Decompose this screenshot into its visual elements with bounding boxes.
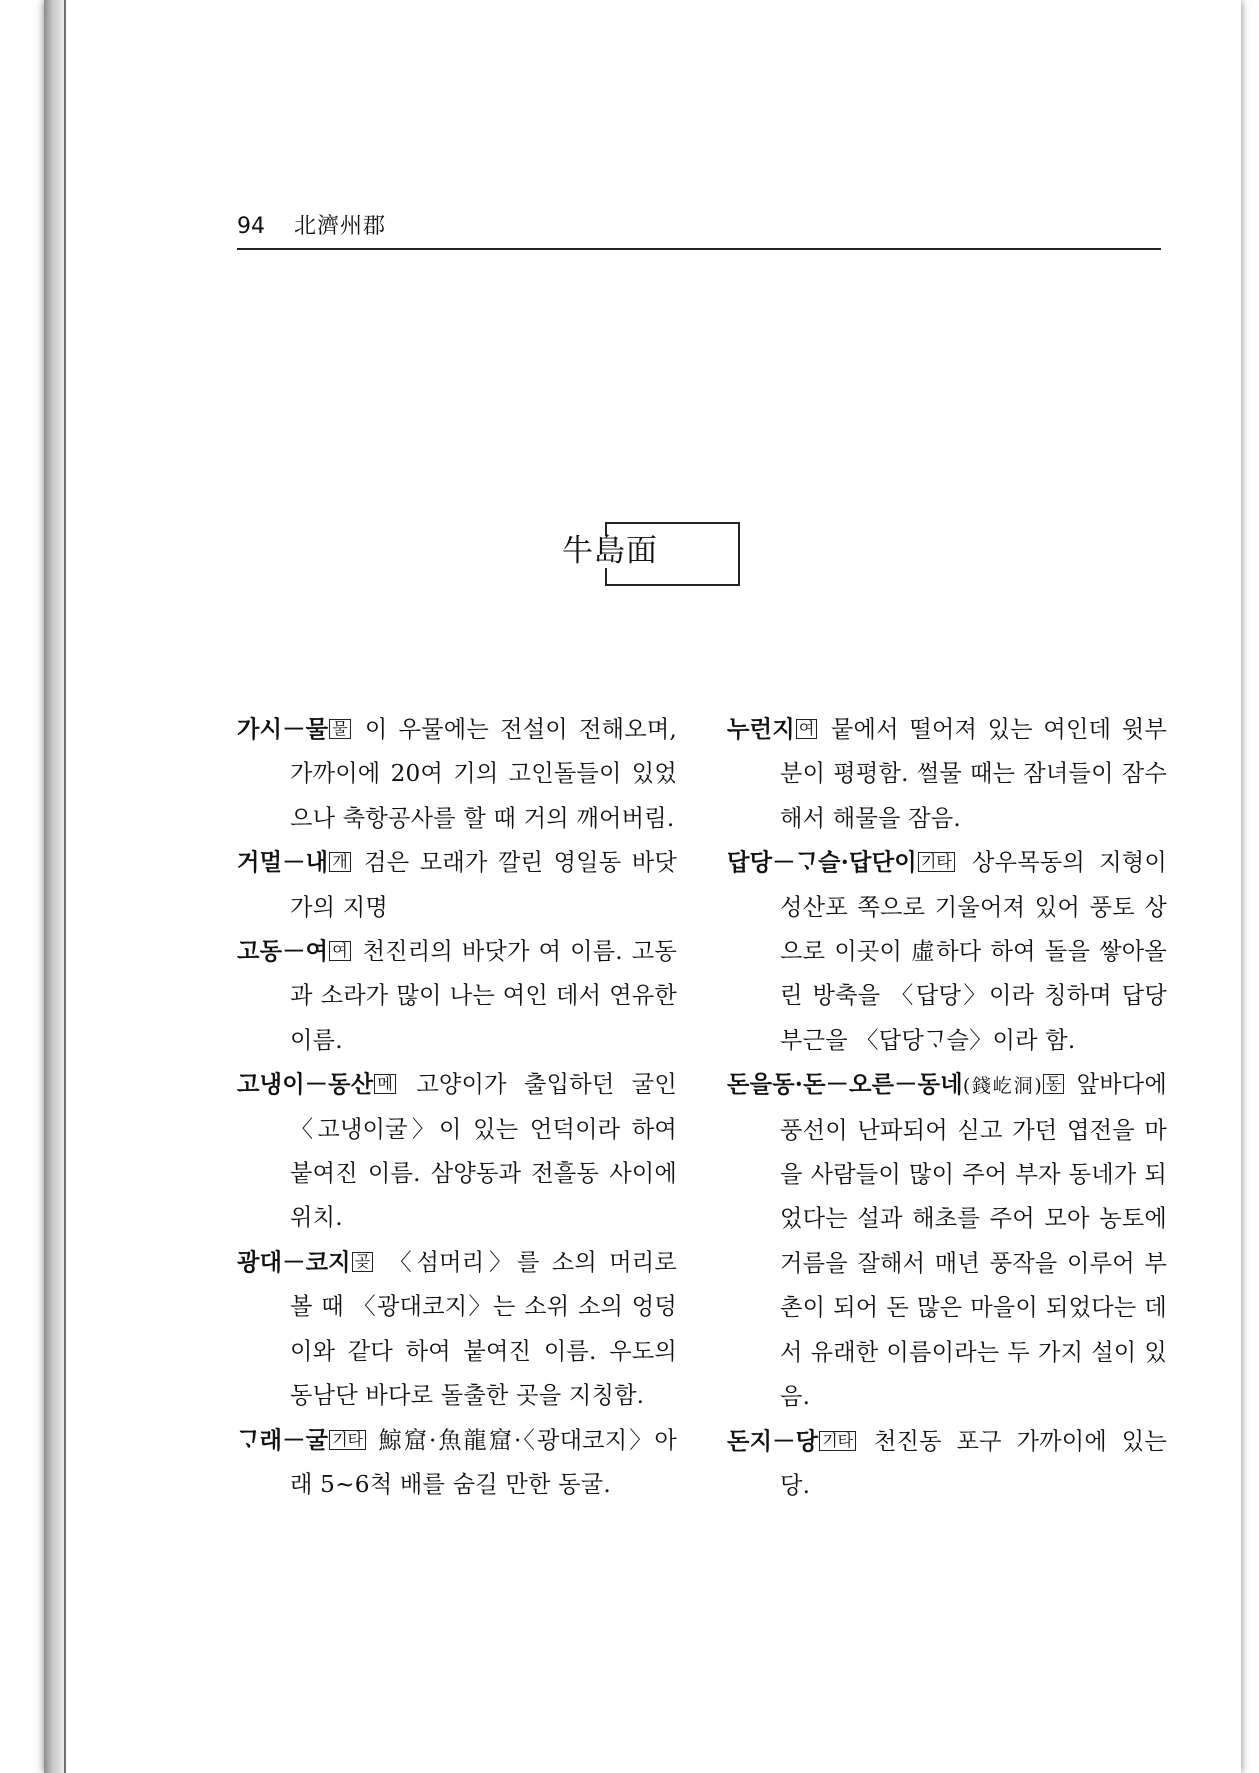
entry-category-tag: 메 (374, 1074, 395, 1094)
entry-headword: ᄀᆞ래－굴 (237, 1426, 329, 1454)
entry (237, 930, 677, 1063)
entry-headword: 고동－여 (237, 938, 329, 966)
entry (237, 1241, 677, 1419)
left-column (237, 708, 677, 1507)
entry-description: 이 우물에는 전설이 전해오며, 가까이에 20여 기의 고인돌들이 있었으나 축항공사를 할 때 거의 깨어버림. (290, 716, 677, 832)
entry-category-tag: 기타 (918, 852, 955, 872)
entry-category-tag: 개 (329, 852, 350, 872)
entry-category-tag: 여 (796, 719, 817, 739)
entry (727, 708, 1167, 841)
section-title: 牛島面 (562, 533, 658, 569)
page-edge-line (64, 0, 66, 1773)
entry (727, 841, 1167, 1063)
entry-headword: 가시－물 (237, 716, 329, 743)
right-column (727, 708, 1167, 1508)
entry-description: 뭍에서 떨어져 있는 여인데 윗부분이 평평함. 썰물 때는 잠녀들이 잠수해서 해물을 잠음. (780, 716, 1167, 832)
entry-category-tag: 기타 (819, 1431, 856, 1451)
entry (237, 841, 677, 930)
entry (237, 1063, 677, 1241)
entry-description: 鯨窟·魚龍窟·〈광대코지〉아래 5~6척 배를 숨길 만한 동굴. (290, 1426, 678, 1498)
entry-description: 앞바다에 풍선이 난파되어 싣고 가던 엽전을 마을 사람들이 많이 주어 부자 동네가 되었다는 설과 해초를 주어 모아 농토에 거름을 잘해서 매년 풍작을 이루어 부촌이 되어 돈 많은 마을이 되었다는 데서 유래한 이름이라는 두 가지 설이 있음. (780, 1071, 1168, 1411)
entry-headword: 거멀－내 (237, 849, 329, 877)
entry (237, 1419, 677, 1508)
entry-category-tag: 여 (329, 941, 350, 961)
entry-headword: 광대－코지 (237, 1248, 351, 1276)
running-header (237, 212, 1161, 250)
entry-headword: 돈지－당 (727, 1427, 819, 1455)
entry-headword: 고냉이－동산 (237, 1071, 374, 1099)
entry-description: 검은 모래가 깔린 영일동 바닷가의 지명 (290, 849, 677, 921)
entry-category-tag: 물 (329, 719, 350, 739)
entry (237, 708, 677, 841)
entry-hanja: (錢屹洞) (962, 1075, 1042, 1098)
entry-description: 고양이가 출입하던 굴인 〈고냉이굴〉이 있는 언덕이라 하여 붙여진 이름. 삼양동과 전흘동 사이에 위치. (290, 1071, 677, 1232)
entry-headword: 돈을동·돈－오른－동네 (727, 1071, 963, 1099)
entry-category-tag: 기타 (329, 1430, 366, 1450)
entry-description: 〈섬머리〉를 소의 머리로 볼 때 〈광대코지〉는 소위 소의 엉덩이와 같다 하여 붙여진 이름. 우도의 동남단 바다로 돌출한 곳을 지칭함. (290, 1248, 677, 1410)
entry-headword: 답당－ᄀᆞ슬·답단이 (727, 849, 917, 877)
entry-description: 상우목동의 지형이 성산포 쪽으로 기울어져 있어 풍토 상으로 이곳이 虛하다 하여 돌을 쌓아올린 방축을 〈답당〉이라 칭하며 답당 부근을 〈답당ᄀᆞ슬〉이라 함. (780, 849, 1167, 1054)
entry-headword: 누런지 (727, 716, 795, 743)
header-title: 北濟州郡 (294, 214, 387, 239)
entry-category-tag: 곶 (352, 1252, 373, 1272)
entry (727, 1063, 1167, 1419)
entry (727, 1420, 1167, 1509)
page-edge-shadow (44, 0, 66, 1773)
entry-description: 천진리의 바닷가 여 이름. 고동과 소라가 많이 나는 여인 데서 연유한 이름. (290, 938, 677, 1054)
page-number: 94 (237, 214, 265, 239)
entry-category-tag: 동 (1043, 1074, 1064, 1094)
entry-description: 천진동 포구 가까이에 있는 당. (780, 1427, 1167, 1499)
